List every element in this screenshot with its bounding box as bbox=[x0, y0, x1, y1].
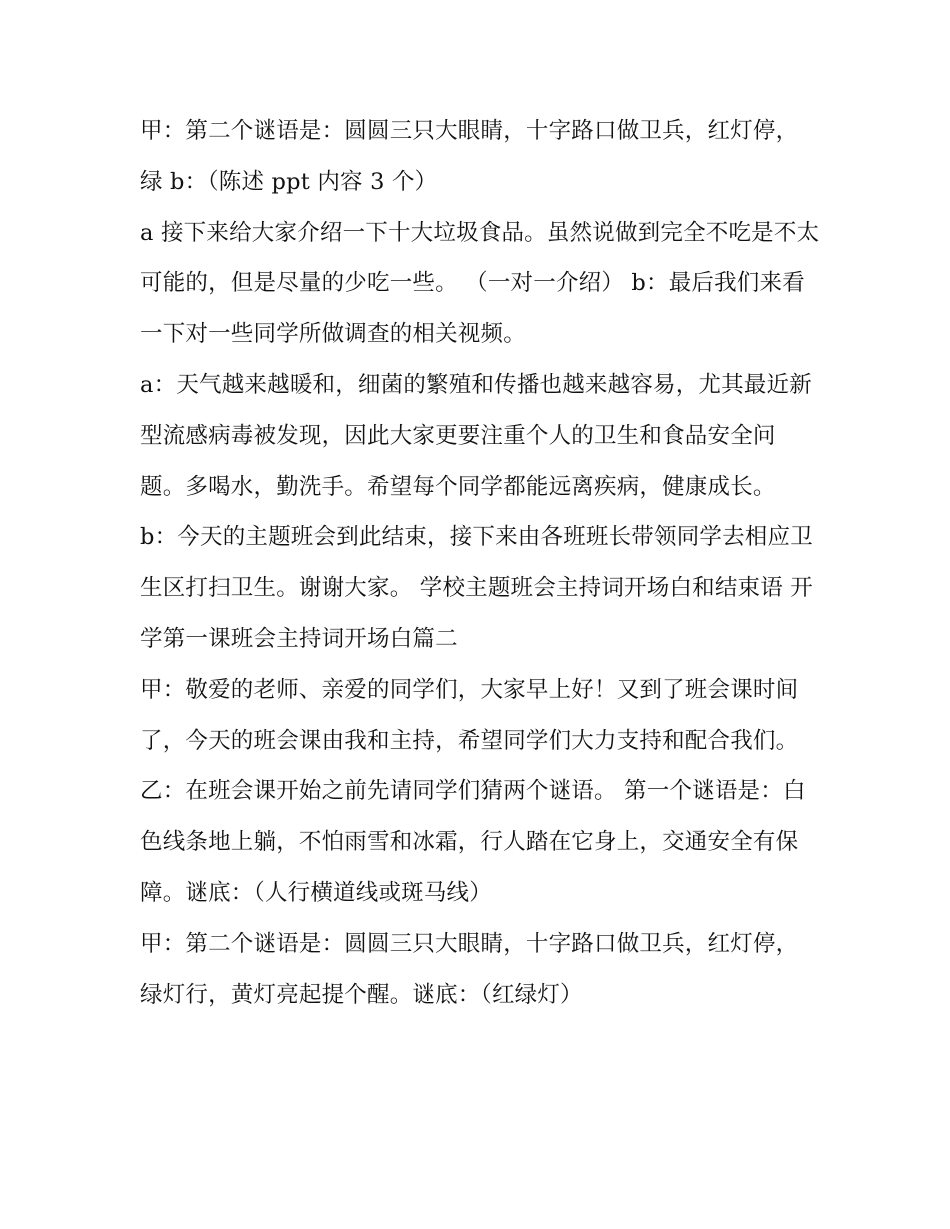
paragraph-junk-food-intro: a 接下来给大家介绍一下十大垃圾食品。虽然说做到完全不吃是不太可能的，但是尽量的少吃一些。 （一对一介绍） b：最后我们来看一下对一些同学所做调查的相关视频。 bbox=[140, 219, 820, 348]
paragraph-riddle-one: 乙：在班会课开始之前先请同学们猜两个谜语。 第一个谜语是：白色线条地上躺，不怕雨雪和冰霜，行人踏在它身上，交通安全有保障。谜底：（人行横道线或斑马线） bbox=[140, 778, 806, 906]
document-body bbox=[140, 106, 820, 1020]
paragraph-health-reminder: a：天气越来越暖和，细菌的繁殖和传播也越来越容易，尤其最近新型流感病毒被发现，因此大家更要注重个人的卫生和食品安全问题。多喝水，勤洗手。希望每个同学都能远离疾病，健康成长。 bbox=[140, 371, 812, 500]
paragraph-closing-remarks: b：今天的主题班会到此结束，接下来由各班班长带领同学去相应卫生区打扫卫生。谢谢大家。 学校主题班会主持词开场白和结束语 开学第一课班会主持词开场白篇二 bbox=[140, 524, 814, 652]
paragraph-riddle-two-partial: 甲：第二个谜语是：圆圆三只大眼睛，十字路口做卫兵，红灯停，绿 b：（陈述 ppt 内容 3 个） bbox=[140, 118, 799, 195]
paragraph-riddle-two: 甲：第二个谜语是：圆圆三只大眼睛，十字路口做卫兵，红灯停，绿灯行，黄灯亮起提个醒。谜底：（红绿灯） bbox=[140, 930, 799, 1008]
paragraph-opening-greeting: 甲：敬爱的老师、亲爱的同学们，大家早上好！又到了班会课时间了，今天的班会课由我和主持，希望同学们大力支持和配合我们。 bbox=[140, 676, 799, 754]
